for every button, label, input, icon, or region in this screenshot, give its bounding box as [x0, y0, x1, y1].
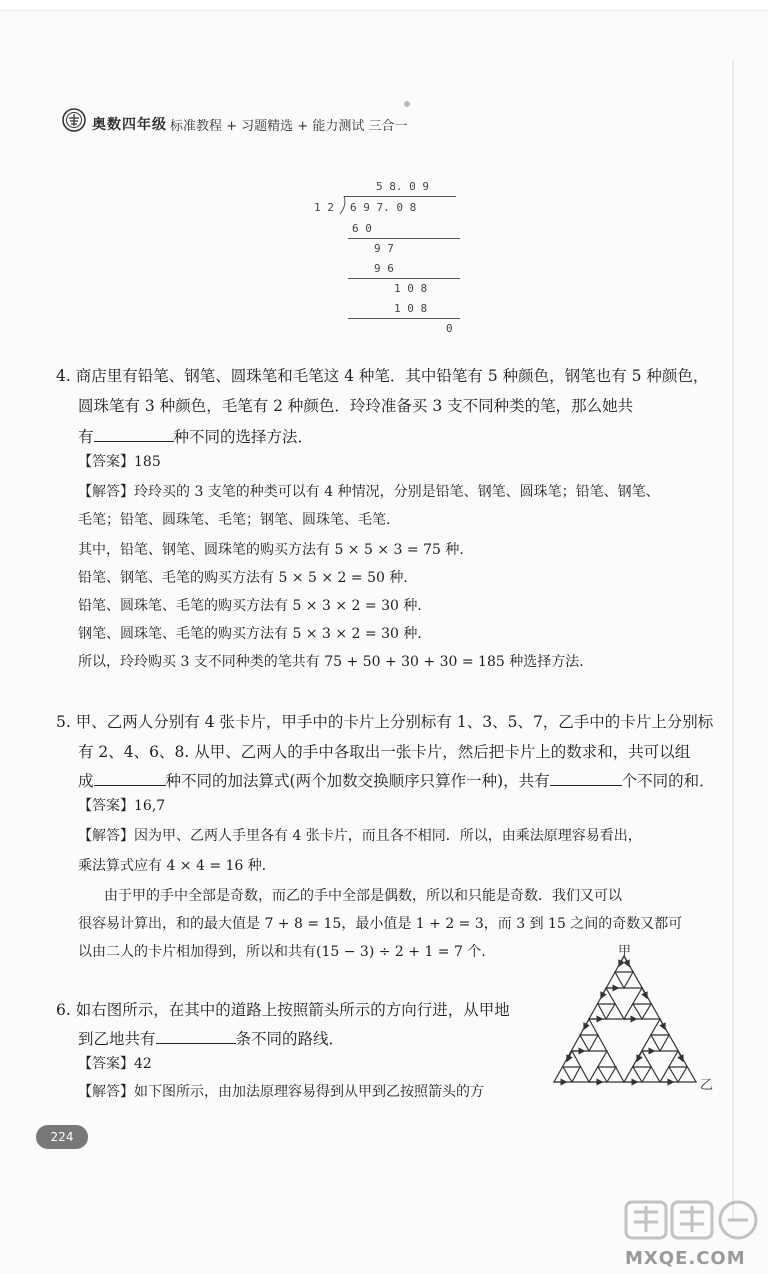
division-quotient: 5 8. 0 9 — [376, 180, 429, 193]
q5-answer: 【答案】16,7 — [78, 798, 166, 814]
q6-solution: 【解答】如下图所示，由加法原理容易得到从甲到乙按照箭头的方 — [78, 1084, 484, 1100]
page-number: 224 — [36, 1125, 88, 1149]
division-line-3 — [348, 318, 460, 319]
q5-solution-4: 很容易计算出，和的最大值是 7 + 8 = 15，最小值是 1 + 2 = 3，而 3 到 15 之间的奇数又都可 — [78, 916, 683, 932]
q4-line-3-pre: 有 — [78, 428, 94, 446]
division-line-1 — [348, 238, 460, 239]
q6-line-2-pre: 到乙地共有 — [78, 1030, 156, 1048]
q4-line-1: 4. 商店里有铅笔、钢笔、圆珠笔和毛笔这 4 种笔．其中铅笔有 5 种颜色，钢笔也有 5 种颜色， — [56, 367, 709, 385]
division-bar — [344, 196, 456, 197]
q6-answer-blank — [156, 1028, 236, 1044]
label-jia: 甲 — [618, 944, 632, 959]
q5-line-3-b: 种不同的加法算式(两个加数交换顺序只算作一种)，共有 — [165, 772, 550, 790]
division-row-4: 1 0 8 — [394, 282, 428, 295]
q4-answer-blank — [94, 426, 174, 442]
division-dividend: 6 9 7. 0 8 — [350, 201, 417, 214]
q6-line-1: 6. 如右图所示，在其中的道路上按照箭头所示的方向行进，从甲地 — [56, 1001, 510, 1019]
q4-solution-7: 所以，玲玲购买 3 支不同种类的笔共有 75 + 50 + 30 + 30 = 185 种选择方法． — [78, 654, 594, 670]
page-binding-shadow — [732, 60, 734, 1220]
q6-line-2-post: 条不同的路线． — [235, 1030, 345, 1048]
header-dot — [404, 101, 410, 107]
division-row-5: 1 0 8 — [394, 302, 428, 315]
division-line-2 — [348, 278, 460, 279]
q5-line-3-a: 成 — [78, 772, 94, 790]
q5-solution-5: 以由二人的卡片相加得到，所以和共有(15 − 3) ÷ 2 + 1 = 7 个． — [78, 944, 496, 960]
book-title: 奥数四年级 — [92, 117, 167, 133]
q5-line-3-c: 个不同的和． — [621, 772, 715, 790]
q4-solution-2: 毛笔；铅笔、圆珠笔、毛笔；钢笔、圆珠笔、毛笔． — [78, 512, 400, 528]
division-row-1: 6 0 — [352, 222, 372, 235]
label-yi: 乙 — [700, 1078, 714, 1093]
watermark-text: MXQE.COM — [625, 1248, 746, 1269]
division-remainder: 0 — [446, 322, 453, 335]
q5-line-1: 5. 甲、乙两人分别有 4 张卡片，甲手中的卡片上分别标有 1、3、5、7，乙手中的卡片上分别标 — [56, 713, 714, 731]
q5-line-3 — [78, 770, 715, 791]
division-row-3: 9 6 — [374, 262, 394, 275]
q4-solution-5: 铅笔、圆珠笔、毛笔的购买方法有 5 × 3 × 2 = 30 种． — [78, 598, 432, 614]
q5-blank-1 — [94, 770, 166, 786]
q6-answer: 【答案】42 — [78, 1056, 152, 1072]
q4-solution-3: 其中，铅笔、钢笔、圆珠笔的购买方法有 5 × 5 × 3 = 75 种． — [78, 542, 474, 558]
q4-answer: 【答案】185 — [78, 454, 161, 470]
q5-line-2: 有 2、4、6、8. 从甲、乙两人的手中各取出一张卡片，然后把卡片上的数求和，共可以组 — [78, 743, 691, 761]
division-divisor: 1 2 — [314, 201, 334, 214]
q5-solution-1: 【解答】因为甲、乙两人手里各有 4 张卡片，而且各不相同．所以，由乘法原理容易看出， — [78, 828, 642, 844]
q5-solution-3: 由于甲的手中全部是奇数，而乙的手中全部是偶数，所以和只能是奇数．我们又可以 — [104, 888, 622, 904]
division-row-2: 9 7 — [374, 242, 394, 255]
q4-solution-4: 铅笔、钢笔、毛笔的购买方法有 5 × 5 × 2 = 50 种． — [78, 570, 418, 586]
q5-blank-2 — [550, 770, 622, 786]
page-top-edge — [0, 0, 768, 11]
q4-solution-6: 钢笔、圆珠笔、毛笔的购买方法有 5 × 3 × 2 = 30 种． — [78, 626, 432, 642]
q4-solution-1: 【解答】玲玲买的 3 支笔的种类可以有 4 种情况，分别是铅笔、钢笔、圆珠笔；铅笔、钢笔、 — [78, 484, 660, 500]
university-logo-icon — [62, 108, 86, 132]
q4-line-3-post: 种不同的选择方法． — [173, 428, 314, 446]
q6-line-2 — [78, 1028, 344, 1049]
q4-line-2: 圆珠笔有 3 种颜色，毛笔有 2 种颜色．玲玲准备买 3 支不同种类的笔，那么她共 — [78, 397, 634, 415]
book-subtitle: 标准教程 + 习题精选 + 能力测试 三合一 — [170, 119, 408, 134]
q5-solution-2: 乘法算式应有 4 × 4 = 16 种． — [78, 858, 276, 874]
division-bracket — [338, 194, 348, 216]
q4-line-3 — [78, 426, 313, 447]
triangle-route-diagram — [544, 952, 704, 1088]
